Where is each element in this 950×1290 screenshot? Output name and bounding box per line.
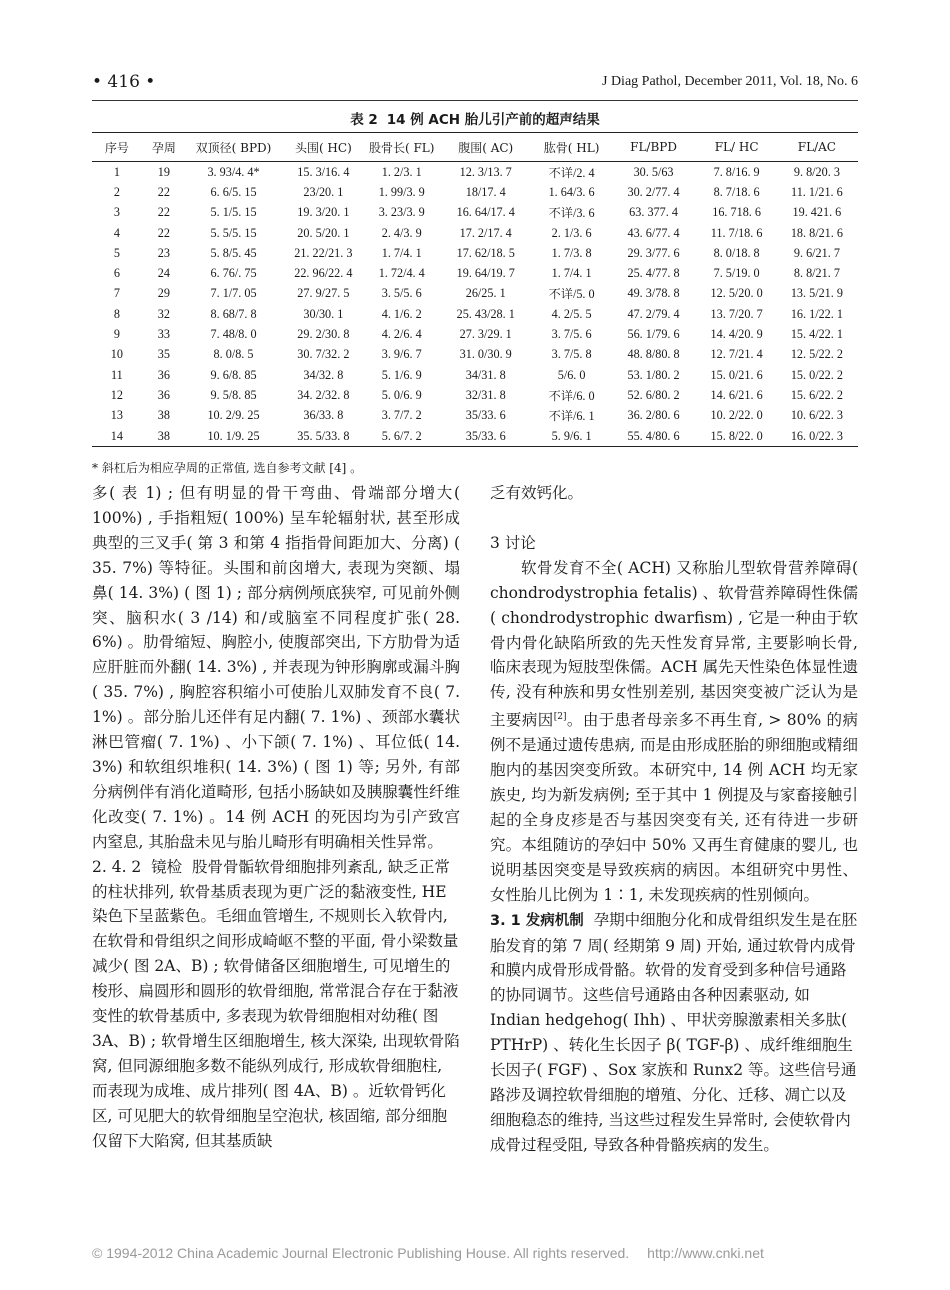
table-cell: 23	[157, 245, 170, 260]
table-cell: 13. 5/21. 9	[790, 286, 843, 301]
table-cell: 10	[110, 347, 123, 362]
copyright-footer	[92, 1245, 764, 1261]
table-cell: 3. 93/4. 4*	[207, 164, 260, 179]
table-cell: 23/20. 1	[303, 184, 344, 199]
table-cell: 32	[157, 306, 170, 321]
table-cell: 11. 1/21. 6	[791, 184, 843, 199]
table-caption-label: 表 2	[350, 112, 378, 128]
table-cell: 25. 43/28. 1	[456, 306, 515, 321]
body-paragraph	[490, 556, 858, 908]
table-cell: 18/17. 4	[465, 184, 506, 199]
table-cell: 55. 4/80. 6	[610, 426, 698, 447]
table-cell: 7	[113, 286, 120, 301]
table-cell: 17. 2/17. 4	[459, 225, 512, 240]
table-cell: 8. 0/18. 8	[713, 245, 760, 260]
table-cell: 35/33. 6	[438, 426, 534, 447]
table-cell: 不详/2. 4	[548, 165, 595, 180]
table-cell: 16. 0/22. 3	[776, 426, 858, 447]
table-cell: 30. 2/77. 4	[627, 184, 680, 199]
footer-url: http://www.cnki.net	[647, 1245, 764, 1261]
table-cell: 36	[157, 367, 170, 382]
journal-citation: J Diag Pathol, December 2011, Vol. 18, No. 6	[602, 74, 858, 89]
table-cell: 19	[157, 164, 170, 179]
subsection-number: 2. 4. 2	[92, 857, 142, 876]
table-cell: 5. 6/7. 2	[366, 426, 438, 447]
table-cell: 43. 6/77. 4	[627, 225, 680, 240]
table-cell: 18. 8/21. 6	[790, 225, 843, 240]
table-row	[92, 243, 858, 263]
table-cell: 9. 8/20. 3	[793, 164, 840, 179]
table-cell: 8	[113, 306, 120, 321]
table-row	[92, 426, 858, 447]
table-cell: 1. 7/4. 1	[381, 245, 422, 260]
table-cell: 4. 1/6. 2	[381, 306, 422, 321]
table-cell: 15. 0/21. 6	[710, 367, 763, 382]
table-cell: 16. 64/17. 4	[456, 205, 515, 220]
table-cell: 17. 62/18. 5	[456, 245, 515, 260]
table-cell: 27. 3/29. 1	[459, 327, 512, 342]
table-cell: 12. 3/13. 7	[459, 164, 512, 179]
body-paragraph: 孕期中细胞分化和成骨组织发生是在胚胎发育的第 7 周( 经期第 9 周) 开始, 通过软骨内成骨和膜内成骨形成骨骼。软骨的发育受到多种信号通路的协同调节。这些信号通路由各种因素驱动, 如 Indian hedgehog( Ihh) 、甲状旁腺激素相关多肽( PTHrP) 、转化生长因子 β( TGF-β) 、成纤维细胞生长因子( FGF) 、Sox 家族和 Runx2 等。这些信号通路涉及调控软骨细胞的增殖、分化、迁移、凋亡以及细胞稳态的维持, 当这些过程发生异常时, 会使软骨内成骨过程受阻, 导致各种骨骼疾病的发生。	[490, 910, 858, 1154]
body-paragraph: 乏有效钙化。	[490, 484, 584, 502]
page-number: • 416 •	[92, 72, 156, 92]
body-paragraph: 股骨骨骺软骨细胞排列紊乱, 缺乏正常的柱状排列, 软骨基质表现为更广泛的黏液变性, HE 染色下呈蓝紫色。毛细血管增生, 不规则长入软骨内, 在软骨和骨组织之间形成崎岖不整的平面, 骨小梁数量减少( 图 2A、B) ; 软骨储备区细胞增生, 可见增生的梭形、扁圆形和圆形的软骨细胞, 常常混合存在于黏液变性的软骨基质中, 多表现为软骨细胞相对幼稚( 图 3A、B) ; 软骨增生区细胞增生, 核大深染, 出现软骨陷窝, 但同源细胞多数不能纵列成行, 形成软骨细胞柱, 而表现为成堆、成片排列( 图 4A、B) 。近软骨钙化区, 可见肥大的软骨细胞呈空泡状, 核固缩, 部分细胞仅留下大陷窝, 但其基质缺	[92, 857, 460, 1150]
header-rule	[92, 100, 858, 101]
table-cell: 16. 718. 6	[712, 205, 761, 220]
subsection-pathogenesis	[490, 908, 858, 1158]
table-cell: 53. 1/80. 2	[627, 367, 680, 382]
table-cell: 19. 3/20. 1	[297, 205, 350, 220]
column-header: 肱骨( HL)	[534, 133, 610, 162]
table-cell: 35	[157, 347, 170, 362]
table-cell: 8. 0/8. 5	[213, 347, 254, 362]
table-cell: 不详/3. 6	[548, 206, 595, 221]
table-cell: 3. 7/5. 6	[551, 327, 592, 342]
table-cell: 32/31. 8	[465, 387, 506, 402]
table-row	[92, 345, 858, 365]
table-cell: 5	[113, 245, 120, 260]
ultrasound-results-table	[92, 132, 858, 447]
table-cell: 31. 0/30. 9	[459, 347, 512, 362]
table-cell: 1. 7/3. 8	[551, 245, 592, 260]
paragraph-text: 。由于患者母亲多不再生育, > 80% 的病例不是通过遗传患病, 而是由形成胚胎的卵细胞或精细胞内的基因突变所致。本研究中, 14 例 ACH 均无家族史, 均为新发病例; 至于其中 1 例提及与家畜接触引起的全身皮疹是否与基因突变有关, 还有待进一步研究。本组随访的孕妇中 50% 又再生育健康的婴儿, 也说明基因突变是导致疾病的病因。本组研究中男性、女性胎儿比例为 1∶1, 未发现疾病的性别倾向。	[490, 711, 858, 904]
table-cell: 10. 6/22. 3	[790, 408, 843, 423]
table-cell: 30. 5/63	[633, 164, 674, 179]
table-cell: 8. 7/18. 6	[713, 184, 760, 199]
table-row	[92, 182, 858, 202]
table-header-row	[92, 133, 858, 162]
table-cell: 16. 1/22. 1	[790, 306, 843, 321]
citation-ref: [2]	[553, 712, 567, 723]
table-cell: 不详/6. 0	[548, 388, 595, 403]
table-cell: 26/25. 1	[465, 286, 506, 301]
table-cell: 5. 0/6. 9	[381, 387, 422, 402]
column-header: 双顶径( BPD)	[186, 133, 281, 162]
table-cell: 34. 2/32. 8	[297, 387, 350, 402]
table-cell: 不详/5. 0	[548, 287, 595, 302]
table-cell: 36/33. 8	[303, 408, 344, 423]
table-cell: 4	[113, 225, 120, 240]
left-column	[92, 481, 460, 1153]
table-cell: 22	[157, 225, 170, 240]
table-cell: 3. 7/7. 2	[381, 408, 422, 423]
table-cell: 29	[157, 286, 170, 301]
table-cell: 15. 4/22. 1	[790, 327, 843, 342]
table-row	[92, 324, 858, 344]
table-cell: 36	[157, 387, 170, 402]
table-cell: 6. 76/. 75	[210, 266, 257, 281]
right-column	[490, 481, 858, 1158]
table-cell: 9. 5/8. 85	[210, 387, 257, 402]
table-cell: 38	[157, 408, 170, 423]
table-cell: 12. 7/21. 4	[710, 347, 763, 362]
table-cell: 29. 2/30. 8	[297, 327, 350, 342]
table-cell: 5. 5/5. 15	[210, 225, 257, 240]
table-cell: 48. 8/80. 8	[627, 347, 680, 362]
table-cell: 3. 5/5. 6	[381, 286, 422, 301]
table-cell: 19. 64/19. 7	[456, 266, 515, 281]
subsection-microscopy	[92, 855, 460, 1154]
table-cell: 6. 6/5. 15	[210, 184, 257, 199]
table-cell: 1. 64/3. 6	[548, 184, 595, 199]
table-cell: 12. 5/20. 0	[710, 286, 763, 301]
table-row	[92, 385, 858, 405]
table-cell: 35. 5/33. 8	[281, 426, 365, 447]
table-cell: 38	[142, 426, 186, 447]
table-cell: 2	[113, 184, 120, 199]
table-row	[92, 162, 858, 183]
page-header	[92, 72, 858, 96]
table-cell: 27. 9/27. 5	[297, 286, 350, 301]
table-cell: 2. 4/3. 9	[381, 225, 422, 240]
paragraph-text: 软骨发育不全( ACH) 又称胎儿型软骨营养障碍( chondrodystrophia fetalis) 、软骨营养障碍性侏儒( chondrodystrophic dwarfism) , 它是一种由于软骨内骨化缺陷所致的先天性发育异常, 主要影响长骨, 临床表现为短肢型侏儒。ACH 属先天性染色体显性遗传, 没有种族和男女性别差别, 基因突变被广泛认为是主要病因	[490, 558, 858, 730]
table-cell: 15. 3/16. 4	[297, 164, 350, 179]
table-cell: 47. 2/79. 4	[627, 306, 680, 321]
table-cell: 5. 1/6. 9	[381, 367, 422, 382]
table-cell: 5. 1/5. 15	[210, 205, 257, 220]
table-cell: 24	[157, 266, 170, 281]
table-cell: 21. 22/21. 3	[294, 245, 353, 260]
table-cell: 7. 48/8. 0	[210, 327, 257, 342]
table-cell: 6	[113, 266, 120, 281]
table-row	[92, 406, 858, 426]
table-cell: 25. 4/77. 8	[627, 266, 680, 281]
table-cell: 22. 96/22. 4	[294, 266, 353, 281]
table-cell: 15. 0/22. 2	[790, 367, 843, 382]
table-cell: 56. 1/79. 6	[627, 327, 680, 342]
table-cell: 4. 2/6. 4	[381, 327, 422, 342]
table-cell: 9. 6/21. 7	[793, 245, 840, 260]
table-cell: 10. 2/9. 25	[207, 408, 260, 423]
section-title: 3 讨论	[490, 533, 536, 552]
table-cell: 11. 7/18. 6	[710, 225, 763, 240]
table-cell: 3	[113, 205, 120, 220]
table-cell: 7. 8/16. 9	[713, 164, 760, 179]
table-cell: 8. 8/21. 7	[793, 266, 840, 281]
table-cell: 10. 2/22. 0	[710, 408, 763, 423]
table-cell: 5. 9/6. 1	[534, 426, 610, 447]
table-cell: 9. 6/8. 85	[210, 367, 257, 382]
table-cell: 7. 1/7. 05	[210, 286, 257, 301]
table-caption	[0, 108, 950, 128]
table-cell: 22	[157, 184, 170, 199]
table-row	[92, 203, 858, 223]
column-header: 腹围( AC)	[438, 133, 534, 162]
table-cell: 12. 5/22. 2	[790, 347, 843, 362]
table-cell: 14. 4/20. 9	[710, 327, 763, 342]
table-cell: 29. 3/77. 6	[627, 245, 680, 260]
table-cell: 49. 3/78. 8	[627, 286, 680, 301]
table-cell: 36. 2/80. 6	[627, 408, 680, 423]
table-cell: 12	[110, 387, 123, 402]
column-header: 头围( HC)	[281, 133, 365, 162]
table-cell: 30/30. 1	[303, 306, 344, 321]
table-footnote: * 斜杠后为相应孕周的正常值, 选自参考文献 [4] 。	[92, 461, 363, 475]
subsection-heading: 镜检	[151, 857, 183, 876]
table-caption-title: 14 例 ACH 胎儿引产前的超声结果	[386, 112, 600, 128]
table-cell: 5/6. 0	[557, 367, 586, 382]
table-cell: 1. 99/3. 9	[378, 184, 425, 199]
table-cell: 2. 1/3. 6	[551, 225, 592, 240]
table-cell: 1	[113, 164, 120, 179]
table-cell: 35/33. 6	[465, 408, 506, 423]
table-cell: 1. 7/4. 1	[551, 266, 592, 281]
table-cell: 11	[111, 367, 123, 382]
table-cell: 7. 5/19. 0	[713, 266, 760, 281]
column-header: FL/BPD	[610, 133, 698, 162]
table-cell: 14. 6/21. 6	[710, 387, 763, 402]
table-row	[92, 365, 858, 385]
table-cell: 14	[92, 426, 142, 447]
table-cell: 52. 6/80. 2	[627, 387, 680, 402]
column-header: 股骨长( FL)	[366, 133, 438, 162]
body-paragraph: 多( 表 1) ; 但有明显的骨干弯曲、骨端部分增大( 100%) , 手指粗短( 100%) 呈车轮辐射状, 甚至形成典型的三叉手( 第 3 和第 4 指指骨间距加大、分离) ( 35. 7%) 等特征。头围和前囟增大, 表现为突额、塌鼻( 14. 3%) ( 图 1) ; 部分病例颅底狭窄, 可见前外侧突、脑积水( 3 /14) 和/或脑室不同程度扩张( 28. 6%) 。肋骨缩短、胸腔小, 使腹部突出, 下方肋骨为适应肝脏而外翻( 14. 3%) , 并表现为钟形胸廓或漏斗胸( 35. 7%) , 胸腔容积缩小可使胎儿双肺发育不良( 7. 1%) 。部分胎儿还伴有足内翻( 7. 1%) 、颈部水囊状淋巴管瘤( 7. 1%) 、小下颌( 7. 1%) 、耳位低( 14. 3%) 和软组织堆积( 14. 3%) ( 图 1) 等; 另外, 有部分病例伴有消化道畸形, 包括小肠缺如及胰腺囊性纤维化改变( 7. 1%) 。14 例 ACH 的死因均为引产致宫内窒息, 其胎盘未见与胎儿畸形有明确相关性异常。	[92, 484, 460, 851]
table-body	[92, 162, 858, 447]
table-cell: 15. 8/22. 0	[697, 426, 775, 447]
table-cell: 22	[157, 205, 170, 220]
table-cell: 1. 72/4. 4	[378, 266, 425, 281]
column-header: 序号	[92, 133, 142, 162]
table-cell: 1. 2/3. 1	[381, 164, 422, 179]
table-cell: 15. 6/22. 2	[790, 387, 843, 402]
table-cell: 不详/6. 1	[548, 409, 595, 424]
copyright-text: © 1994-2012 China Academic Journal Electronic Publishing House. All rights reserved.	[92, 1245, 630, 1261]
table-cell: 63. 377. 4	[629, 205, 678, 220]
table-cell: 20. 5/20. 1	[297, 225, 350, 240]
table-cell: 5. 8/5. 45	[210, 245, 257, 260]
subsection-heading: 3. 1 发病机制	[490, 912, 584, 929]
table-cell: 19. 421. 6	[792, 205, 842, 220]
table-cell: 3. 9/6. 7	[381, 347, 422, 362]
table-cell: 9	[113, 327, 120, 342]
column-header: FL/ HC	[697, 133, 775, 162]
table-cell: 13	[110, 408, 123, 423]
table-cell: 4. 2/5. 5	[551, 306, 592, 321]
table-cell: 34/31. 8	[465, 367, 506, 382]
table-row	[92, 263, 858, 283]
table-cell: 33	[157, 327, 170, 342]
table-row	[92, 223, 858, 243]
table-cell: 10. 1/9. 25	[186, 426, 281, 447]
table-cell: 3. 23/3. 9	[378, 205, 425, 220]
table-cell: 3. 7/5. 8	[551, 347, 592, 362]
table-cell: 13. 7/20. 7	[710, 306, 763, 321]
table-cell: 8. 68/7. 8	[210, 306, 257, 321]
table-row	[92, 304, 858, 324]
table-cell: 30. 7/32. 2	[297, 347, 350, 362]
table-row	[92, 284, 858, 304]
column-header: FL/AC	[776, 133, 858, 162]
column-header: 孕周	[142, 133, 186, 162]
table-cell: 34/32. 8	[303, 367, 344, 382]
